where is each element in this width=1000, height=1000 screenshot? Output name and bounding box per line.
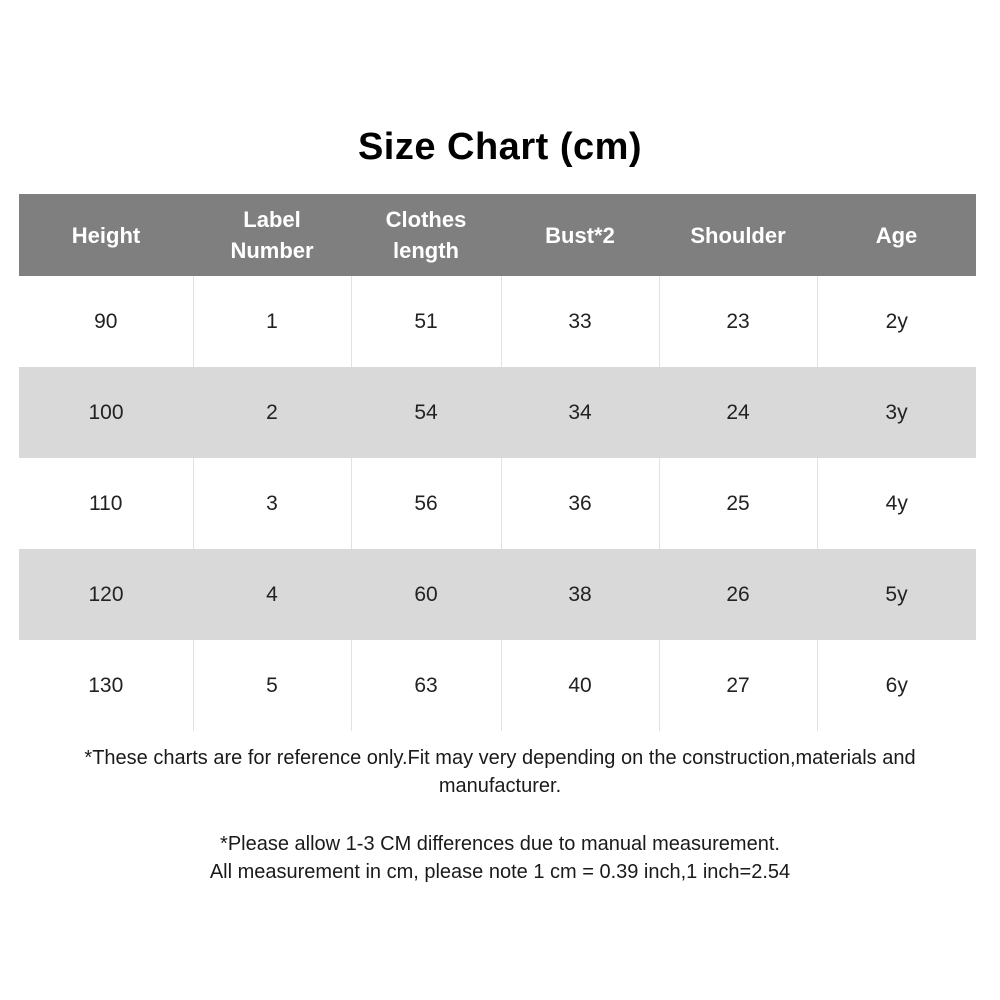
- cell-height: 120: [19, 549, 193, 640]
- cell-bust: 34: [501, 367, 659, 458]
- cell-bust: 40: [501, 640, 659, 731]
- cell-shoulder: 27: [659, 640, 817, 731]
- cell-age: 4y: [817, 458, 976, 549]
- cell-label-number: 2: [193, 367, 351, 458]
- cell-age: 6y: [817, 640, 976, 731]
- cell-bust: 36: [501, 458, 659, 549]
- table-row: [19, 549, 976, 640]
- cell-shoulder: 24: [659, 367, 817, 458]
- cell-label-number: 4: [193, 549, 351, 640]
- cell-clothes-length: 60: [351, 549, 501, 640]
- measurement-note: *Please allow 1-3 CM differences due to manual measurement. All measurement in cm, please note 1 cm = 0.39 inch,1 inch=2.54: [209, 833, 791, 883]
- cell-shoulder: 23: [659, 276, 817, 367]
- cell-height: 100: [19, 367, 193, 458]
- cell-label-number: 3: [193, 458, 351, 549]
- header-shoulder: Shoulder: [659, 194, 817, 276]
- cell-height: 130: [88, 673, 124, 697]
- cell-clothes-length: 54: [351, 367, 501, 458]
- cell-height: 110: [89, 491, 123, 515]
- table-header-row: [19, 194, 976, 276]
- header-bust: Bust*2: [501, 194, 659, 276]
- header-label-number: Label Number: [193, 194, 351, 276]
- cell-age: 3y: [817, 367, 976, 458]
- table-row: [19, 458, 976, 549]
- cell-age: 2y: [817, 276, 976, 367]
- header-height: Height: [19, 194, 193, 276]
- reference-disclaimer: *These charts are for reference only.Fit may very depending on the construction,materials and manufacturer.: [84, 747, 916, 797]
- cell-clothes-length: 63: [351, 640, 501, 731]
- cell-height: 90: [94, 309, 118, 333]
- page-title: Size Chart (cm): [357, 126, 643, 168]
- table-row: [19, 640, 976, 731]
- cell-clothes-length: 56: [351, 458, 501, 549]
- cell-age: 5y: [817, 549, 976, 640]
- cell-bust: 33: [501, 276, 659, 367]
- cell-shoulder: 26: [659, 549, 817, 640]
- cell-bust: 38: [501, 549, 659, 640]
- table-row: [19, 276, 976, 367]
- cell-label-number: 1: [193, 276, 351, 367]
- table-row: [19, 367, 976, 458]
- header-clothes-length: Clothes length: [351, 194, 501, 276]
- cell-label-number: 5: [193, 640, 351, 731]
- size-chart-table: [19, 194, 976, 731]
- header-age: Age: [817, 194, 976, 276]
- cell-clothes-length: 51: [351, 276, 501, 367]
- cell-shoulder: 25: [659, 458, 817, 549]
